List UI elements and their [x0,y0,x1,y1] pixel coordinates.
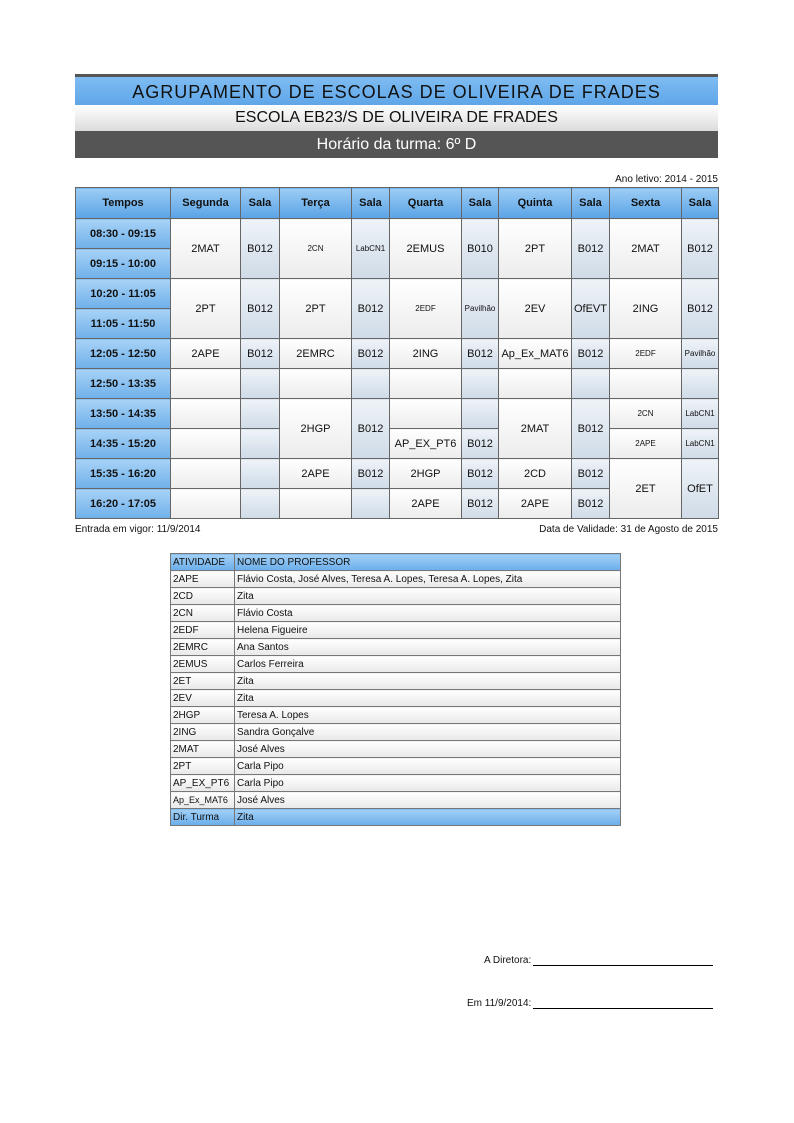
room-cell: B012 [352,399,390,459]
activity-cell: 2EMRC [171,639,235,656]
column-header: Tempos [76,188,171,219]
room-cell: B012 [572,339,610,369]
lesson-cell: 2EMUS [390,219,462,279]
director-label: A Diretora: [484,955,532,966]
empty-cell [610,369,682,399]
empty-cell [462,369,499,399]
schedule-row [76,399,719,429]
time-slot: 14:35 - 15:20 [76,429,171,459]
schedule-row [76,459,719,489]
time-slot: 09:15 - 10:00 [76,249,171,279]
lesson-cell: 2MAT [499,399,572,459]
activity-cell: 2EDF [171,622,235,639]
time-slot: 12:05 - 12:50 [76,339,171,369]
director-signature [484,955,713,966]
lesson-cell: 2ING [610,279,682,339]
empty-cell [352,489,390,519]
activity-cell: Ap_Ex_MAT6 [171,792,235,809]
lesson-cell: 2APE [499,489,572,519]
room-cell: B012 [241,339,280,369]
schedule-row [76,279,719,309]
empty-cell [241,429,280,459]
activity-cell: AP_EX_PT6 [171,775,235,792]
teacher-cell: Carlos Ferreira [235,656,621,673]
empty-cell [241,369,280,399]
class-director-name: Zita [235,809,621,826]
column-header: Sexta [610,188,682,219]
lesson-cell: 2EMRC [280,339,352,369]
legend-row [171,622,621,639]
teacher-cell: Teresa A. Lopes [235,707,621,724]
empty-cell [241,399,280,429]
schedule-row [76,219,719,249]
teacher-cell: José Alves [235,792,621,809]
lesson-cell: 2HGP [280,399,352,459]
empty-cell [171,399,241,429]
legend-row [171,707,621,724]
lesson-cell: 2EDF [390,279,462,339]
empty-cell [682,369,719,399]
teacher-cell: Carla Pipo [235,775,621,792]
legend-row [171,792,621,809]
teacher-cell: Carla Pipo [235,758,621,775]
room-cell: B012 [462,339,499,369]
column-header: Sala [352,188,390,219]
column-header: Quinta [499,188,572,219]
lesson-cell: 2MAT [610,219,682,279]
lesson-cell: 2MAT [171,219,241,279]
activity-cell: 2MAT [171,741,235,758]
room-cell: B012 [352,339,390,369]
school-year: Ano letivo: 2014 - 2015 [615,174,718,185]
teacher-cell: Zita [235,690,621,707]
lesson-cell: AP_EX_PT6 [390,429,462,459]
teacher-cell: Zita [235,673,621,690]
lesson-cell: 2APE [390,489,462,519]
room-cell: B012 [241,219,280,279]
lesson-cell: 2CN [280,219,352,279]
column-header: ATIVIDADE [171,554,235,571]
time-slot: 08:30 - 09:15 [76,219,171,249]
activity-cell: 2ET [171,673,235,690]
class-schedule-title: Horário da turma: 6º D [75,131,718,158]
date-label: Em 11/9/2014: [467,998,532,1009]
room-cell: B012 [682,279,719,339]
room-cell: LabCN1 [682,429,719,459]
lesson-cell: 2EDF [610,339,682,369]
time-slot: 11:05 - 11:50 [76,309,171,339]
teacher-cell: José Alves [235,741,621,758]
room-cell: OfET [682,459,719,519]
legend-row [171,775,621,792]
legend-row [171,571,621,588]
teacher-cell: Ana Santos [235,639,621,656]
lesson-cell: 2PT [280,279,352,339]
lesson-cell: 2PT [499,219,572,279]
room-cell: B012 [462,429,499,459]
room-cell: B012 [352,279,390,339]
school-title: ESCOLA EB23/S DE OLIVEIRA DE FRADES [75,105,718,131]
lesson-cell: 2HGP [390,459,462,489]
room-cell: B012 [352,459,390,489]
room-cell: B012 [462,489,499,519]
activity-cell: 2HGP [171,707,235,724]
empty-cell [241,459,280,489]
schedule-header-row [76,188,719,219]
validity-date: Data de Validade: 31 de Agosto de 2015 [539,524,718,535]
empty-cell [241,489,280,519]
time-slot: 12:50 - 13:35 [76,369,171,399]
empty-cell [499,369,572,399]
room-cell: Pavilhão [682,339,719,369]
empty-cell [171,429,241,459]
effective-date: Entrada em vigor: 11/9/2014 [75,524,201,535]
room-cell: B012 [462,459,499,489]
schedule-row [76,369,719,399]
lesson-cell: Ap_Ex_MAT6 [499,339,572,369]
class-director-label: Dir. Turma [171,809,235,826]
legend-row [171,690,621,707]
legend-row [171,758,621,775]
teacher-cell: Sandra Gonçalve [235,724,621,741]
room-cell: Pavilhão [462,279,499,339]
schedule-row [76,339,719,369]
column-header: Sala [241,188,280,219]
empty-cell [171,369,241,399]
empty-cell [171,489,241,519]
lesson-cell: 2APE [610,429,682,459]
lesson-cell: 2CN [610,399,682,429]
legend-row [171,605,621,622]
time-slot: 15:35 - 16:20 [76,459,171,489]
room-cell: B012 [572,399,610,459]
legend-row [171,724,621,741]
activity-cell: 2EV [171,690,235,707]
lesson-cell: 2APE [171,339,241,369]
room-cell: B012 [572,459,610,489]
lesson-cell: 2EV [499,279,572,339]
activity-cell: 2CD [171,588,235,605]
signature-line [533,998,713,1009]
room-cell: B012 [572,219,610,279]
school-group-title: AGRUPAMENTO DE ESCOLAS DE OLIVEIRA DE FRADES [75,74,718,105]
activity-cell: 2CN [171,605,235,622]
column-header: NOME DO PROFESSOR [235,554,621,571]
empty-cell [280,489,352,519]
teacher-cell: Flávio Costa, José Alves, Teresa A. Lopes, Teresa A. Lopes, Zita [235,571,621,588]
column-header: Sala [462,188,499,219]
lesson-cell: 2PT [171,279,241,339]
column-header: Terça [280,188,352,219]
time-slot: 10:20 - 11:05 [76,279,171,309]
legend-row [171,656,621,673]
time-slot: 16:20 - 17:05 [76,489,171,519]
room-cell: LabCN1 [352,219,390,279]
legend-row [171,741,621,758]
column-header: Segunda [171,188,241,219]
column-header: Sala [572,188,610,219]
empty-cell [462,399,499,429]
column-header: Sala [682,188,719,219]
lesson-cell: 2APE [280,459,352,489]
room-cell: OfEVT [572,279,610,339]
legend-row [171,639,621,656]
legend-header-row [171,554,621,571]
activity-cell: 2EMUS [171,656,235,673]
lesson-cell: 2ET [610,459,682,519]
lesson-cell: 2CD [499,459,572,489]
teacher-cell: Helena Figueire [235,622,621,639]
teacher-cell: Flávio Costa [235,605,621,622]
empty-cell [171,459,241,489]
empty-cell [390,399,462,429]
room-cell: B012 [682,219,719,279]
teacher-legend-table [170,553,621,826]
empty-cell [352,369,390,399]
room-cell: B012 [241,279,280,339]
teacher-cell: Zita [235,588,621,605]
empty-cell [280,369,352,399]
room-cell: B010 [462,219,499,279]
empty-cell [572,369,610,399]
activity-cell: 2PT [171,758,235,775]
room-cell: LabCN1 [682,399,719,429]
date-signature [467,998,713,1009]
activity-cell: 2APE [171,571,235,588]
schedule-table [75,187,719,519]
legend-row [171,588,621,605]
legend-footer-row [171,809,621,826]
signature-line [533,955,713,966]
time-slot: 13:50 - 14:35 [76,399,171,429]
activity-cell: 2ING [171,724,235,741]
schedule-row [76,429,719,459]
room-cell: B012 [572,489,610,519]
empty-cell [390,369,462,399]
legend-row [171,673,621,690]
column-header: Quarta [390,188,462,219]
lesson-cell: 2ING [390,339,462,369]
